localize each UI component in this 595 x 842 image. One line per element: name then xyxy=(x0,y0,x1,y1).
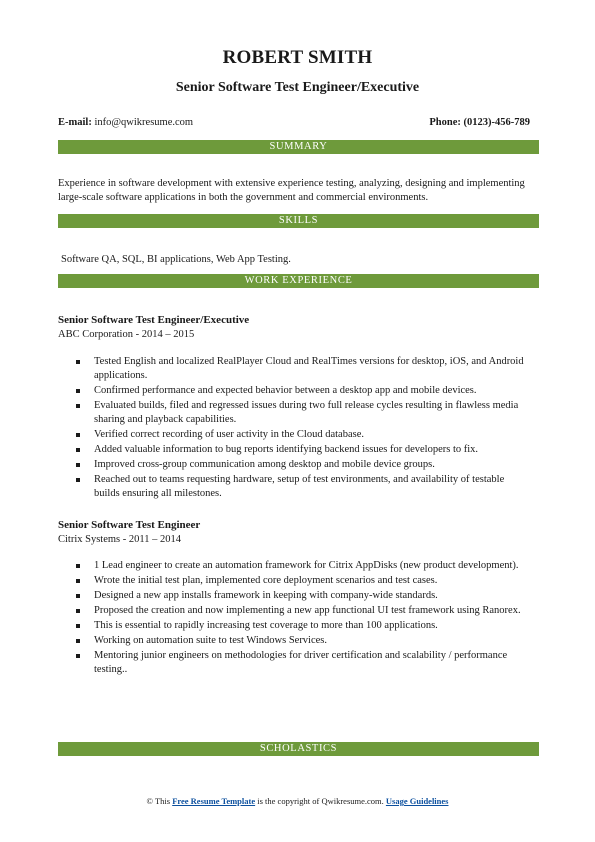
candidate-role: Senior Software Test Engineer/Executive xyxy=(175,80,420,95)
list-item xyxy=(94,649,532,677)
job-title: Senior Software Test Engineer/Executive xyxy=(58,314,250,326)
list-item-text: Reached out to teams requesting hardware, setup of test environments, and availability of testable builds ensuring all milestones. xyxy=(94,474,505,499)
list-item-text: 1 Lead engineer to create an automation framework for Citrix AppDisks (new product development). xyxy=(94,560,519,571)
bullet-icon xyxy=(76,478,80,482)
list-item-text: Mentoring junior engineers on methodologies for driver certification and scalability / performance testing.. xyxy=(94,650,508,675)
job-title: Senior Software Test Engineer xyxy=(58,519,201,531)
list-item-text: Proposed the creation and now implementing a new app functional UI test framework using Ranorex. xyxy=(94,605,521,616)
list-item-text: Verified correct recording of user activity in the Cloud database. xyxy=(94,429,364,440)
list-item-text: Working on automation suite to test Windows Services. xyxy=(94,635,328,646)
list-item-text: This is essential to rapidly increasing test coverage to more than 100 applications. xyxy=(94,620,438,631)
list-item xyxy=(94,473,532,501)
job-company-dates: ABC Corporation - 2014 – 2015 xyxy=(58,329,195,340)
list-item xyxy=(94,458,532,472)
section-header-summary: SUMMARY xyxy=(58,140,539,154)
usage-guidelines-link[interactable]: Usage Guidelines xyxy=(385,796,449,806)
summary-text: Experience in software development with extensive experience testing, analyzing, designing and implementing large-scale software applications in both the government and commercial environments. xyxy=(58,178,525,203)
bullet-icon xyxy=(76,448,80,452)
section-header-skills: SKILLS xyxy=(58,214,539,228)
email-value: info@qwikresume.com xyxy=(94,117,194,128)
bullet-icon xyxy=(76,389,80,393)
footer-prefix: © This xyxy=(146,796,171,806)
list-item-text: Evaluated builds, filed and regressed issues during two full release cycles resulting in flawless media sharing and playback capabilities. xyxy=(94,400,519,425)
section-header-scholastics: SCHOLASTICS xyxy=(58,742,539,756)
list-item-text: Wrote the initial test plan, implemented core deployment scenarios and test cases. xyxy=(94,575,438,586)
contact-line xyxy=(58,116,530,130)
phone-label: Phone: xyxy=(429,117,461,128)
email-block xyxy=(58,116,193,130)
bullet-icon xyxy=(76,433,80,437)
list-item xyxy=(94,619,532,633)
list-item xyxy=(94,574,532,588)
bullet-icon xyxy=(76,594,80,598)
bullet-icon xyxy=(76,624,80,628)
job-bullets xyxy=(94,559,532,678)
section-header-work-experience: WORK EXPERIENCE xyxy=(58,274,539,288)
list-item xyxy=(94,559,532,573)
bullet-icon xyxy=(76,564,80,568)
bullet-icon xyxy=(76,404,80,408)
list-item xyxy=(94,634,532,648)
bullet-icon xyxy=(76,463,80,467)
email-label: E-mail: xyxy=(58,117,92,128)
candidate-name: ROBERT SMITH xyxy=(222,47,373,68)
footer-copyright xyxy=(0,795,595,807)
list-item xyxy=(94,604,532,618)
list-item xyxy=(94,428,532,442)
footer-middle: is the copyright of Qwikresume.com. xyxy=(257,796,384,806)
list-item-text: Designed a new app installs framework in keeping with company-wide standards. xyxy=(94,590,438,601)
skills-text: Software QA, SQL, BI applications, Web App Testing. xyxy=(61,254,291,265)
list-item xyxy=(94,355,532,383)
list-item xyxy=(94,384,532,398)
phone-block xyxy=(429,116,530,130)
list-item xyxy=(94,399,532,427)
bullet-icon xyxy=(76,579,80,583)
free-resume-template-link[interactable]: Free Resume Template xyxy=(172,796,256,806)
list-item xyxy=(94,589,532,603)
list-item-text: Confirmed performance and expected behavior between a desktop app and mobile devices. xyxy=(94,385,477,396)
bullet-icon xyxy=(76,360,80,364)
bullet-icon xyxy=(76,609,80,613)
list-item-text: Added valuable information to bug reports identifying backend issues for developers to fix. xyxy=(94,444,479,455)
bullet-icon xyxy=(76,654,80,658)
list-item xyxy=(94,443,532,457)
job-company-dates: Citrix Systems - 2011 – 2014 xyxy=(58,534,181,545)
bullet-icon xyxy=(76,639,80,643)
list-item-text: Tested English and localized RealPlayer Cloud and RealTimes versions for desktop, iOS, and Android applications. xyxy=(94,356,524,381)
list-item-text: Improved cross-group communication among desktop and mobile device groups. xyxy=(94,459,435,470)
phone-value: (0123)-456-789 xyxy=(463,117,530,128)
job-bullets xyxy=(94,355,532,502)
